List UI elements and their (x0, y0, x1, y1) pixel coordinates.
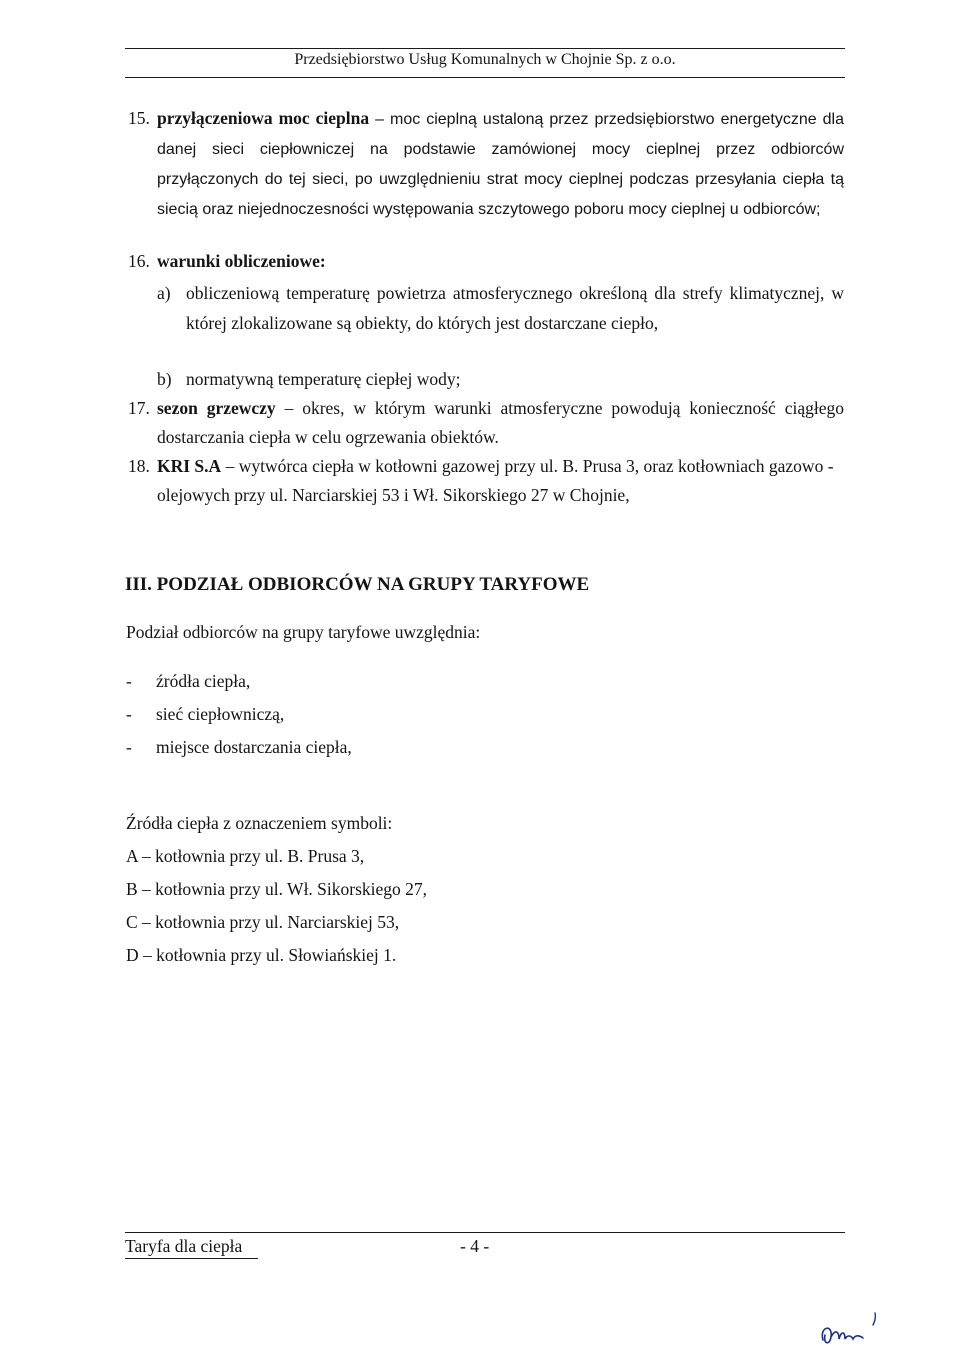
source-item: D – kotłownia przy ul. Słowiańskiej 1. (126, 945, 397, 965)
subitem-b (157, 365, 844, 394)
source-item: A – kotłownia przy ul. B. Prusa 3, (126, 846, 365, 866)
section-title: III. PODZIAŁ ODBIORCÓW NA GRUPY TARYFOWE (125, 574, 590, 595)
source-item: B – kotłownia przy ul. Wł. Sikorskiego 27, (126, 879, 428, 899)
page-number: - 4 - (460, 1236, 490, 1256)
bullet-marker: - (126, 704, 132, 724)
section-intro: Podział odbiorców na grupy taryfowe uwzględnia: (126, 622, 481, 642)
definition-16 (128, 247, 844, 276)
definition-number: 18. (128, 456, 150, 476)
definition-body (157, 394, 844, 452)
definition-17 (128, 394, 844, 452)
definition-15 (128, 103, 844, 225)
header-bottom-rule (125, 77, 845, 78)
definition-term: sezon grzewczy (157, 398, 276, 418)
source-item: C – kotłownia przy ul. Narciarskiej 53, (126, 912, 400, 932)
definition-term: przyłączeniowa moc cieplna (157, 108, 370, 128)
definition-number: 16. (128, 251, 150, 271)
sources-heading: Źródła ciepła z oznaczeniem symboli: (126, 813, 393, 833)
definition-body (157, 103, 844, 225)
subitem-a (157, 278, 844, 338)
definition-body (157, 452, 844, 510)
definition-term: KRI S.A (157, 456, 222, 476)
definition-number: 15. (128, 108, 150, 128)
definition-text: – wytwórca ciepła w kotłowni gazowej przy ul. B. Prusa 3, oraz kotłowniach gazowo - olejowych przy ul. Narciarskiej 53 i Wł. Sikorskiego 27 w Chojnie, (157, 456, 834, 505)
bullet-text: miejsce dostarczania ciepła, (156, 737, 352, 757)
footer-title-underline (125, 1258, 258, 1259)
definition-term: warunki obliczeniowe: (157, 251, 326, 271)
definition-text: – moc cieplną ustaloną przez przedsiębiorstwo energetyczne dla danej sieci ciepłowniczej na podstawie zamówionej mocy cieplnej przez odbiorców przyłączonych do tej sieci, po uwzględnieniu strat mocy cieplnej podczas przesyłania ciepła tą siecią oraz niejednoczesności występowania szczytowego poboru mocy cieplnej u odbiorców; (157, 111, 844, 218)
definition-number: 17. (128, 398, 150, 418)
definition-text: – okres, w którym warunki atmosferyczne powodują konieczność ciągłego dostarczania ciepła w celu ogrzewania obiektów. (157, 398, 844, 447)
header-top-rule (125, 48, 845, 49)
bullet-marker: - (126, 671, 132, 691)
subitem-text: obliczeniową temperaturę powietrza atmosferycznego określoną dla strefy klimatycznej, w której zlokalizowane są obiekty, do których jest dostarczane ciepło, (186, 283, 844, 333)
bullet-text: sieć ciepłowniczą, (156, 704, 285, 724)
subitem-letter: a) (157, 283, 171, 303)
definition-18 (128, 452, 844, 510)
definition-body (157, 247, 844, 276)
header-company: Przedsiębiorstwo Usług Komunalnych w Chojnie Sp. z o.o. (294, 51, 676, 68)
footer-title: Taryfa dla ciepła (125, 1236, 243, 1256)
bullet-text: źródła ciepła, (156, 671, 251, 691)
subitem-letter: b) (157, 369, 172, 389)
subitem-text: normatywną temperaturę ciepłej wody; (186, 369, 461, 389)
handwritten-signature (815, 1305, 895, 1350)
bullet-marker: - (126, 737, 132, 757)
